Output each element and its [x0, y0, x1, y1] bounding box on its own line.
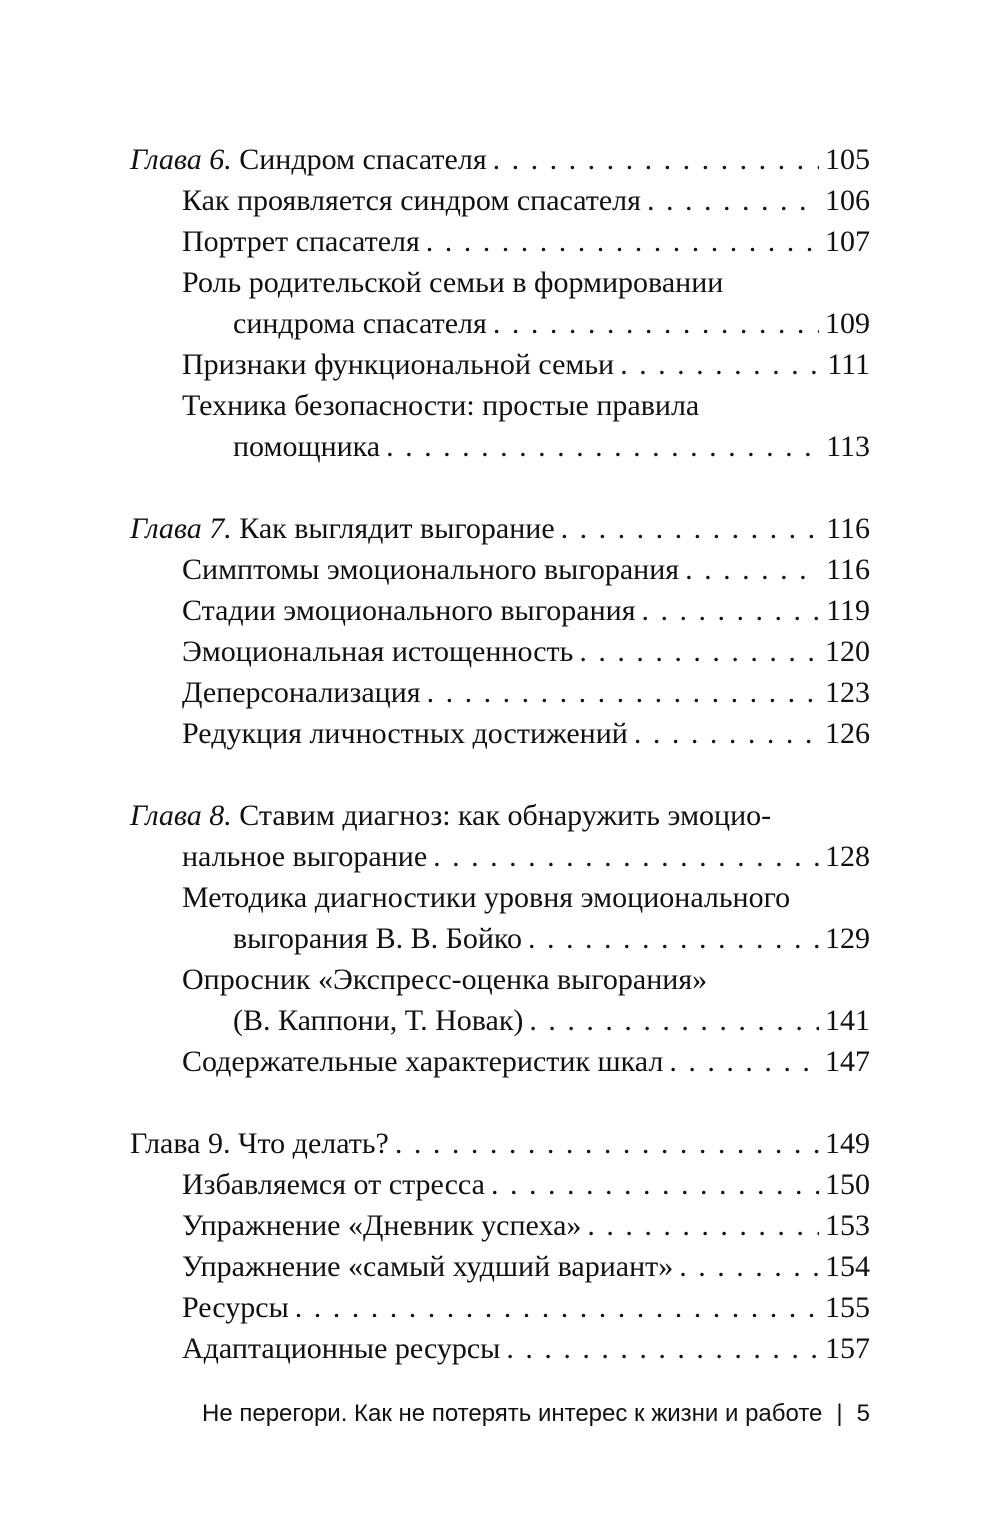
chapter-block: [130, 139, 870, 467]
toc-entry: [130, 385, 870, 426]
entry-title: Стадии эмоционального выгорания: [182, 594, 636, 627]
chapter-label: Глава 7.: [130, 512, 232, 545]
chapter-block: [130, 508, 870, 754]
page-ref: 128: [825, 840, 870, 873]
page-ref: 106: [825, 184, 870, 217]
dot-leader: [685, 549, 820, 590]
running-footer: [0, 1398, 870, 1430]
dot-leader: [587, 1205, 819, 1246]
dot-leader: [529, 1000, 819, 1041]
page-ref: 111: [827, 348, 870, 381]
page-ref: 147: [825, 1045, 870, 1078]
page-ref: 119: [826, 594, 870, 627]
entry-title: Эмоциональная истощенность: [182, 635, 574, 668]
dot-leader: [491, 1164, 819, 1205]
dot-leader: [647, 180, 819, 221]
page-ref: 120: [825, 635, 870, 668]
entry-title: Деперсонализация: [182, 676, 421, 709]
toc-entry: [130, 672, 870, 713]
dot-leader: [579, 631, 819, 672]
entry-title: Адаптационные ресурсы: [182, 1332, 501, 1365]
page-ref: 109: [825, 307, 870, 340]
dot-leader: [395, 1123, 819, 1164]
chapter-title-cont: нальное выгорание: [182, 840, 428, 873]
entry-title: Ресурсы: [182, 1291, 289, 1324]
entry-title: Упражнение «Дневник успеха»: [182, 1209, 582, 1242]
running-title: Не перегори. Как не потерять интерес к жизни и работе: [202, 1400, 823, 1427]
entry-title: синдрома спасателя: [233, 307, 487, 340]
chapter-title: Ставим диагноз: как обнаружить эмоцио-: [239, 799, 772, 832]
chapter-heading: [130, 1123, 870, 1164]
toc-entry: [130, 631, 870, 672]
dot-leader: [561, 508, 820, 549]
chapter-label: Глава 9.: [130, 1127, 231, 1160]
toc-entry: [130, 180, 870, 221]
page-ref: 141: [825, 1004, 870, 1037]
entry-title: Упражнение «самый худший вариант»: [182, 1250, 674, 1283]
page-ref: 105: [825, 143, 870, 176]
toc-entry: [130, 1205, 870, 1246]
dot-leader: [642, 590, 821, 631]
dot-leader: [528, 918, 819, 959]
chapter-title: Что делать?: [237, 1127, 389, 1160]
entry-title: Роль родительской семьи в формировании: [182, 266, 724, 299]
entry-title: Методика диагностики уровня эмоционального: [182, 881, 791, 914]
toc-entry: [130, 1246, 870, 1287]
page-ref: 116: [826, 512, 870, 545]
chapter-label: Глава 6.: [130, 143, 232, 176]
toc-entry: [130, 426, 870, 467]
toc-entry: [130, 590, 870, 631]
chapter-title: Синдром спасателя: [239, 143, 487, 176]
dot-leader: [427, 672, 819, 713]
page-ref: 129: [825, 922, 870, 955]
entry-title: выгорания В. В. Бойко: [233, 922, 522, 955]
footer-separator: |: [836, 1400, 843, 1427]
dot-leader: [386, 426, 820, 467]
toc-entry: [130, 221, 870, 262]
chapter-block: [130, 1123, 870, 1369]
dot-leader: [295, 1287, 819, 1328]
entry-title: Как проявляется синдром спасателя: [182, 184, 641, 217]
chapter-block: [130, 795, 870, 1082]
toc-entry: [130, 303, 870, 344]
entry-title: помощника: [233, 430, 381, 463]
entry-title: Техника безопасности: простые правила: [182, 389, 700, 422]
entry-title: Признаки функциональной семьи: [182, 348, 615, 381]
page-ref: 153: [825, 1209, 870, 1242]
toc-entry: [130, 918, 870, 959]
chapter-heading-cont: [130, 836, 870, 877]
entry-title: Редукция личностных достижений: [182, 717, 628, 750]
entry-title: Избавляемся от стресса: [182, 1168, 485, 1201]
entry-title: Содержательные характеристик шкал: [182, 1045, 664, 1078]
toc-entry: [130, 1164, 870, 1205]
toc-entry: [130, 262, 870, 303]
page-ref: 116: [826, 553, 870, 586]
page-ref: 123: [825, 676, 870, 709]
toc-entry: [130, 959, 870, 1000]
toc-entry: [130, 549, 870, 590]
toc-entry: [130, 344, 870, 385]
toc-entry: [130, 1041, 870, 1082]
chapter-heading: [130, 508, 870, 549]
page-ref: 154: [825, 1250, 870, 1283]
table-of-contents: [130, 139, 870, 1410]
entry-title: Портрет спасателя: [182, 225, 420, 258]
toc-entry: [130, 1287, 870, 1328]
chapter-heading: [130, 795, 870, 836]
page-ref: 149: [825, 1127, 870, 1160]
dot-leader: [426, 221, 819, 262]
chapter-heading: [130, 139, 870, 180]
entry-title: Симптомы эмоционального выгорания: [182, 553, 680, 586]
dot-leader: [433, 836, 819, 877]
page-ref: 107: [825, 225, 870, 258]
page-ref: 155: [825, 1291, 870, 1324]
page-ref: 157: [825, 1332, 870, 1365]
dot-leader: [506, 1328, 819, 1369]
toc-entry: [130, 713, 870, 754]
dot-leader: [620, 344, 821, 385]
dot-leader: [634, 713, 819, 754]
dot-leader: [493, 303, 819, 344]
chapter-title: Как выглядит выгорание: [239, 512, 555, 545]
toc-entry: [130, 1000, 870, 1041]
page-ref: 126: [825, 717, 870, 750]
dot-leader: [669, 1041, 819, 1082]
dot-leader: [493, 139, 819, 180]
toc-entry: [130, 877, 870, 918]
toc-entry: [130, 1328, 870, 1369]
entry-title: Опросник «Экспресс-оценка выгорания»: [182, 963, 708, 996]
dot-leader: [679, 1246, 819, 1287]
page-number: 5: [856, 1400, 870, 1427]
entry-title: (В. Каппони, Т. Новак): [233, 1004, 524, 1037]
page-ref: 150: [825, 1168, 870, 1201]
chapter-label: Глава 8.: [130, 799, 232, 832]
page-ref: 113: [826, 430, 870, 463]
